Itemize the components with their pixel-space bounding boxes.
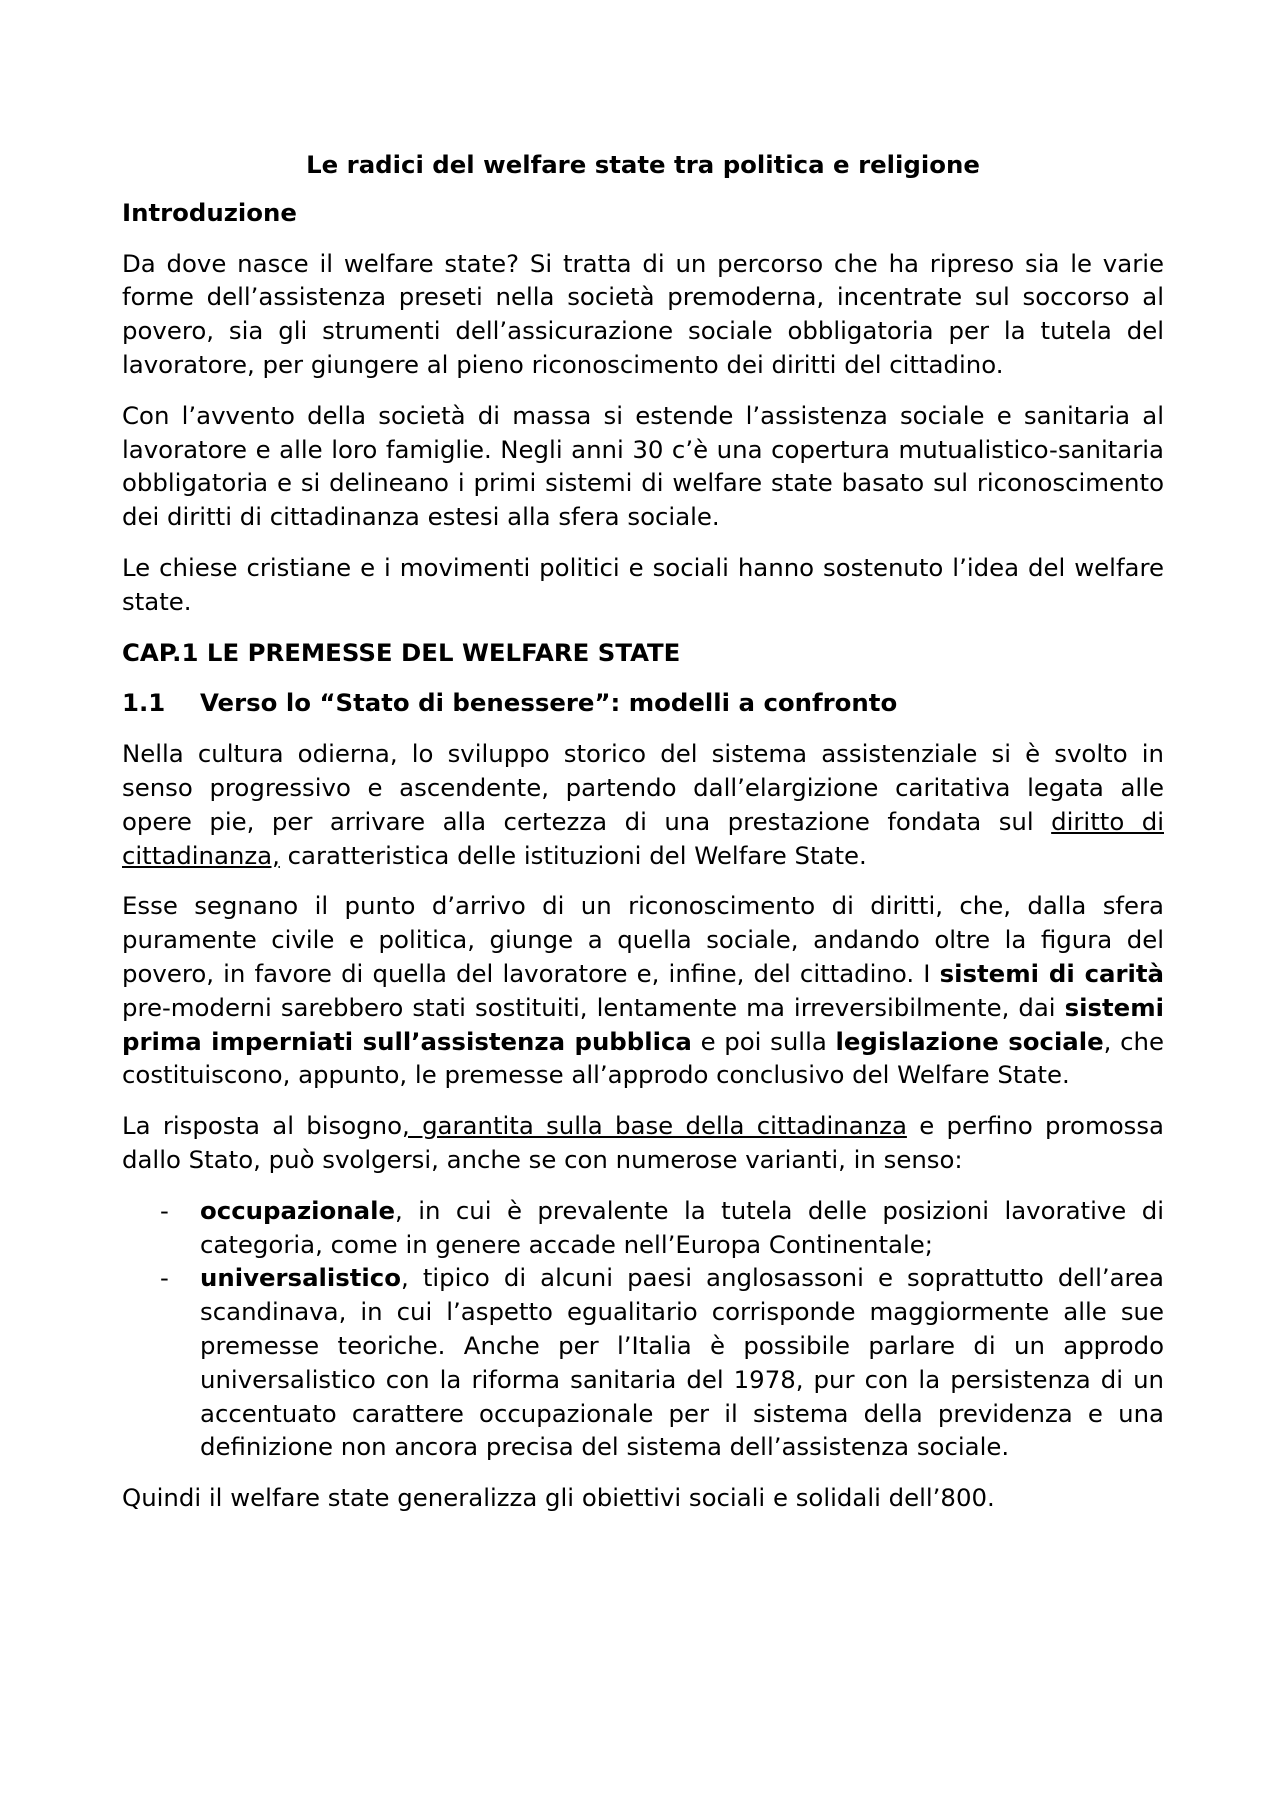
section-number: 1.1 <box>122 688 166 718</box>
p2-bold-3: legislazione sociale <box>835 1026 1104 1056</box>
p2-text-d: e poi sulla <box>691 1026 836 1056</box>
p3-text-b: e perfino promossa dallo Stato, può svolgersi, anche se con numerose varianti, in senso: <box>122 1111 1164 1174</box>
p2-text-c: pre-moderni sarebbero stati sostituiti, lentamente ma irreversibilmente, dai <box>122 992 1065 1022</box>
p3-text-a: La risposta al bisogno <box>122 1111 403 1141</box>
document-title: Le radici del welfare state tra politica e religione <box>306 150 980 179</box>
p1-underlined-text: diritto di cittadinanza, <box>122 806 1164 870</box>
p2-text-e: , che costituiscono, appunto, le premesse all’approdo conclusivo del Welfare State. <box>122 1026 1164 1090</box>
p1-text-a: Nella cultura odierna, lo sviluppo storico del sistema assistenziale si è svolto in senso progressivo e ascendente, partendo dall’elargizione caritativa legata alle opere pie, per arrivare alla certezza di una prestazione fondata sul <box>122 739 1164 836</box>
p2-bold-1: sistemi di carità <box>939 958 1165 988</box>
section-heading <box>122 686 1164 720</box>
dash-bullet: - <box>160 1195 169 1225</box>
list-item-term: universalistico <box>200 1263 402 1293</box>
dash-bullet: - <box>160 1263 169 1293</box>
document-page <box>122 148 1164 1532</box>
intro-paragraph-1: Da dove nasce il welfare state? Si tratta di un percorso che ha ripreso sia le varie forme dell’assistenza preseti nella società premoderna, incentrate sul soccorso al povero, sia gli strumenti dell’assicurazione sociale obbligatoria per la tutela del lavoratore, per giungere al pieno riconoscimento dei diritti del cittadino. <box>122 248 1164 379</box>
p3-underlined-text: , garantita sulla base della cittadinanza <box>402 1111 907 1141</box>
chapter-paragraph-1 <box>122 737 1164 872</box>
list-item-text: , in cui è prevalente la tutela delle posizioni lavorative di categoria, come in genere accade nell’Europa Continentale; <box>200 1195 1164 1259</box>
intro-heading: Introduzione <box>122 197 297 227</box>
section-title: Verso lo “Stato di benessere”: modelli a confronto <box>200 688 898 718</box>
p2-bold-2: sistemi prima imperniati sull’assistenza pubblica <box>122 992 1164 1056</box>
list-item-term: occupazionale <box>200 1195 395 1225</box>
list-item <box>122 1261 1164 1464</box>
model-list <box>122 1194 1164 1464</box>
chapter-paragraph-2 <box>122 889 1164 1092</box>
chapter-paragraph-3 <box>122 1109 1164 1177</box>
intro-paragraph-3: Le chiese cristiane e i movimenti politici e sociali hanno sostenuto l’idea del welfare state. <box>122 552 1164 616</box>
p1-text-b: caratteristica delle istituzioni del Welfare State. <box>279 840 867 870</box>
chapter-paragraph-4: Quindi il welfare state generalizza gli obiettivi sociali e solidali dell’800. <box>122 1483 995 1513</box>
list-item <box>122 1194 1164 1262</box>
p2-text-a: Esse segnano il punto d’arrivo di un riconoscimento di diritti, che, dalla sfera puramente civile e politica, giunge a quella sociale, andando oltre la figura del povero, in favore di quella del lavoratore e, infine, del cittadino. I <box>122 891 1164 988</box>
chapter-heading: CAP.1 LE PREMESSE DEL WELFARE STATE <box>122 637 681 667</box>
list-item-text: , tipico di alcuni paesi anglosassoni e soprattutto dell’area scandinava, in cui l’aspetto egualitario corrisponde maggiormente alle sue premesse teoriche. Anche per l’Italia è possibile parlare di un approdo universalistico con la riforma sanitaria del 1978, pur con la persistenza di un accentuato carattere occupazionale per il sistema della previdenza e una definizione non ancora precisa del sistema dell’assistenza sociale. <box>200 1263 1164 1462</box>
intro-paragraph-2: Con l’avvento della società di massa si estende l’assistenza sociale e sanitaria al lavoratore e alle loro famiglie. Negli anni 30 c’è una copertura mutualistico-sanitaria obbligatoria e si delineano i primi sistemi di welfare state basato sul riconoscimento dei diritti di cittadinanza estesi alla sfera sociale. <box>122 400 1164 532</box>
